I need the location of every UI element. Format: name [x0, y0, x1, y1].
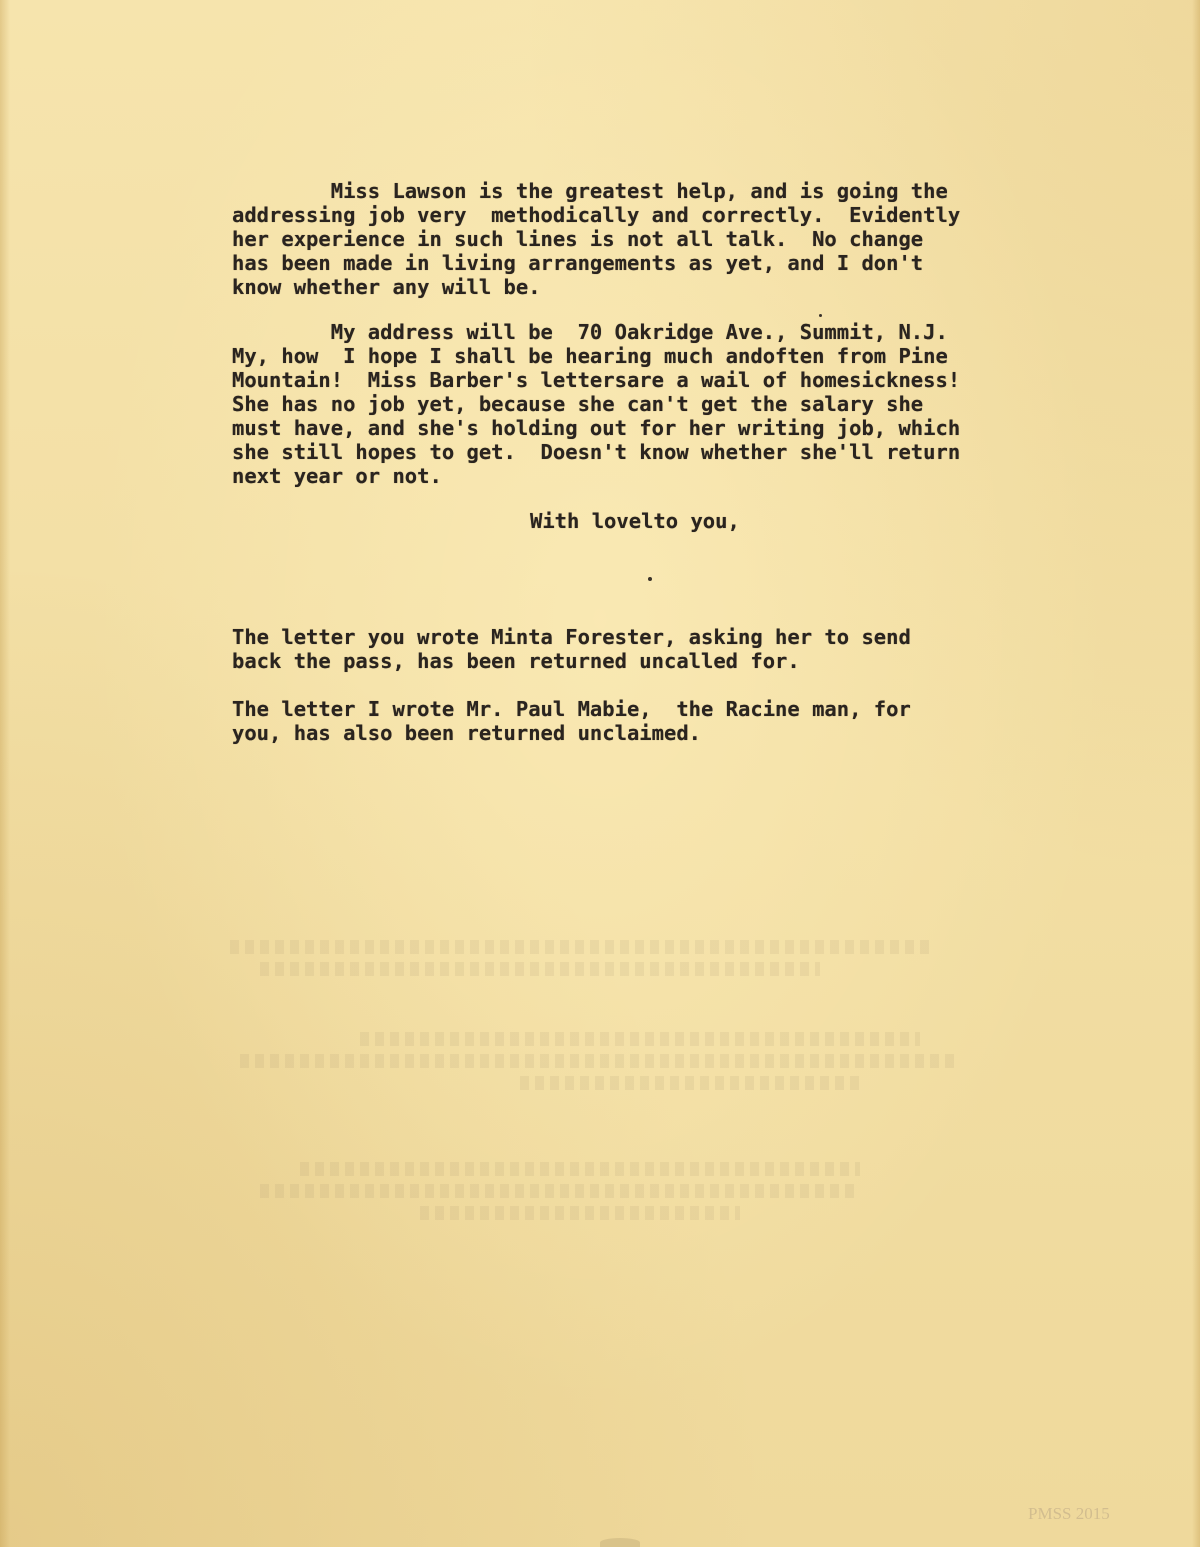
ink-speck [819, 314, 822, 317]
text-line: must have, and she's holding out for her writing job, which [232, 416, 961, 440]
page-edge-right [1192, 0, 1200, 1547]
text-line: She has no job yet, because she can't get the salary she [232, 392, 924, 416]
ink-speck [648, 577, 652, 581]
text-line: The letter I wrote Mr. Paul Mabie, the Racine man, for [232, 697, 911, 721]
bleed-through-mark [300, 1162, 860, 1176]
text-line: My address will be 70 Oakridge Ave., Summit, N.J. [232, 320, 948, 344]
page-edge-left [0, 0, 10, 1547]
text-line: Mountain! Miss Barber's lettersare a wail of homesickness! [232, 368, 961, 392]
text-line: next year or not. [232, 464, 442, 488]
bleed-through-mark [230, 940, 930, 954]
text-line: My, how I hope I shall be hearing much andoften from Pine [232, 344, 948, 368]
bleed-through-mark [420, 1206, 740, 1220]
text-line: The letter you wrote Minta Forester, asking her to send [232, 625, 911, 649]
text-line: Miss Lawson is the greatest help, and is going the [232, 179, 948, 203]
text-line: you, has also been returned unclaimed. [232, 721, 701, 745]
text-line: she still hopes to get. Doesn't know whether she'll return [232, 440, 961, 464]
text-line: has been made in living arrangements as yet, and I don't [232, 251, 924, 275]
text-line: back the pass, has been returned uncalled for. [232, 649, 800, 673]
text-line: her experience in such lines is not all talk. No change [232, 227, 924, 251]
bleed-through-mark [260, 1184, 860, 1198]
bleed-through-mark [260, 962, 820, 976]
bleed-through-mark [520, 1076, 860, 1090]
bleed-through-mark [240, 1054, 960, 1068]
paper-tear [600, 1538, 640, 1547]
text-line: know whether any will be. [232, 275, 541, 299]
letter-closing: With lovelto you, [530, 509, 740, 533]
archive-watermark: PMSS 2015 [1028, 1504, 1110, 1523]
text-line: addressing job very methodically and correctly. Evidently [232, 203, 961, 227]
bleed-through-mark [360, 1032, 920, 1046]
